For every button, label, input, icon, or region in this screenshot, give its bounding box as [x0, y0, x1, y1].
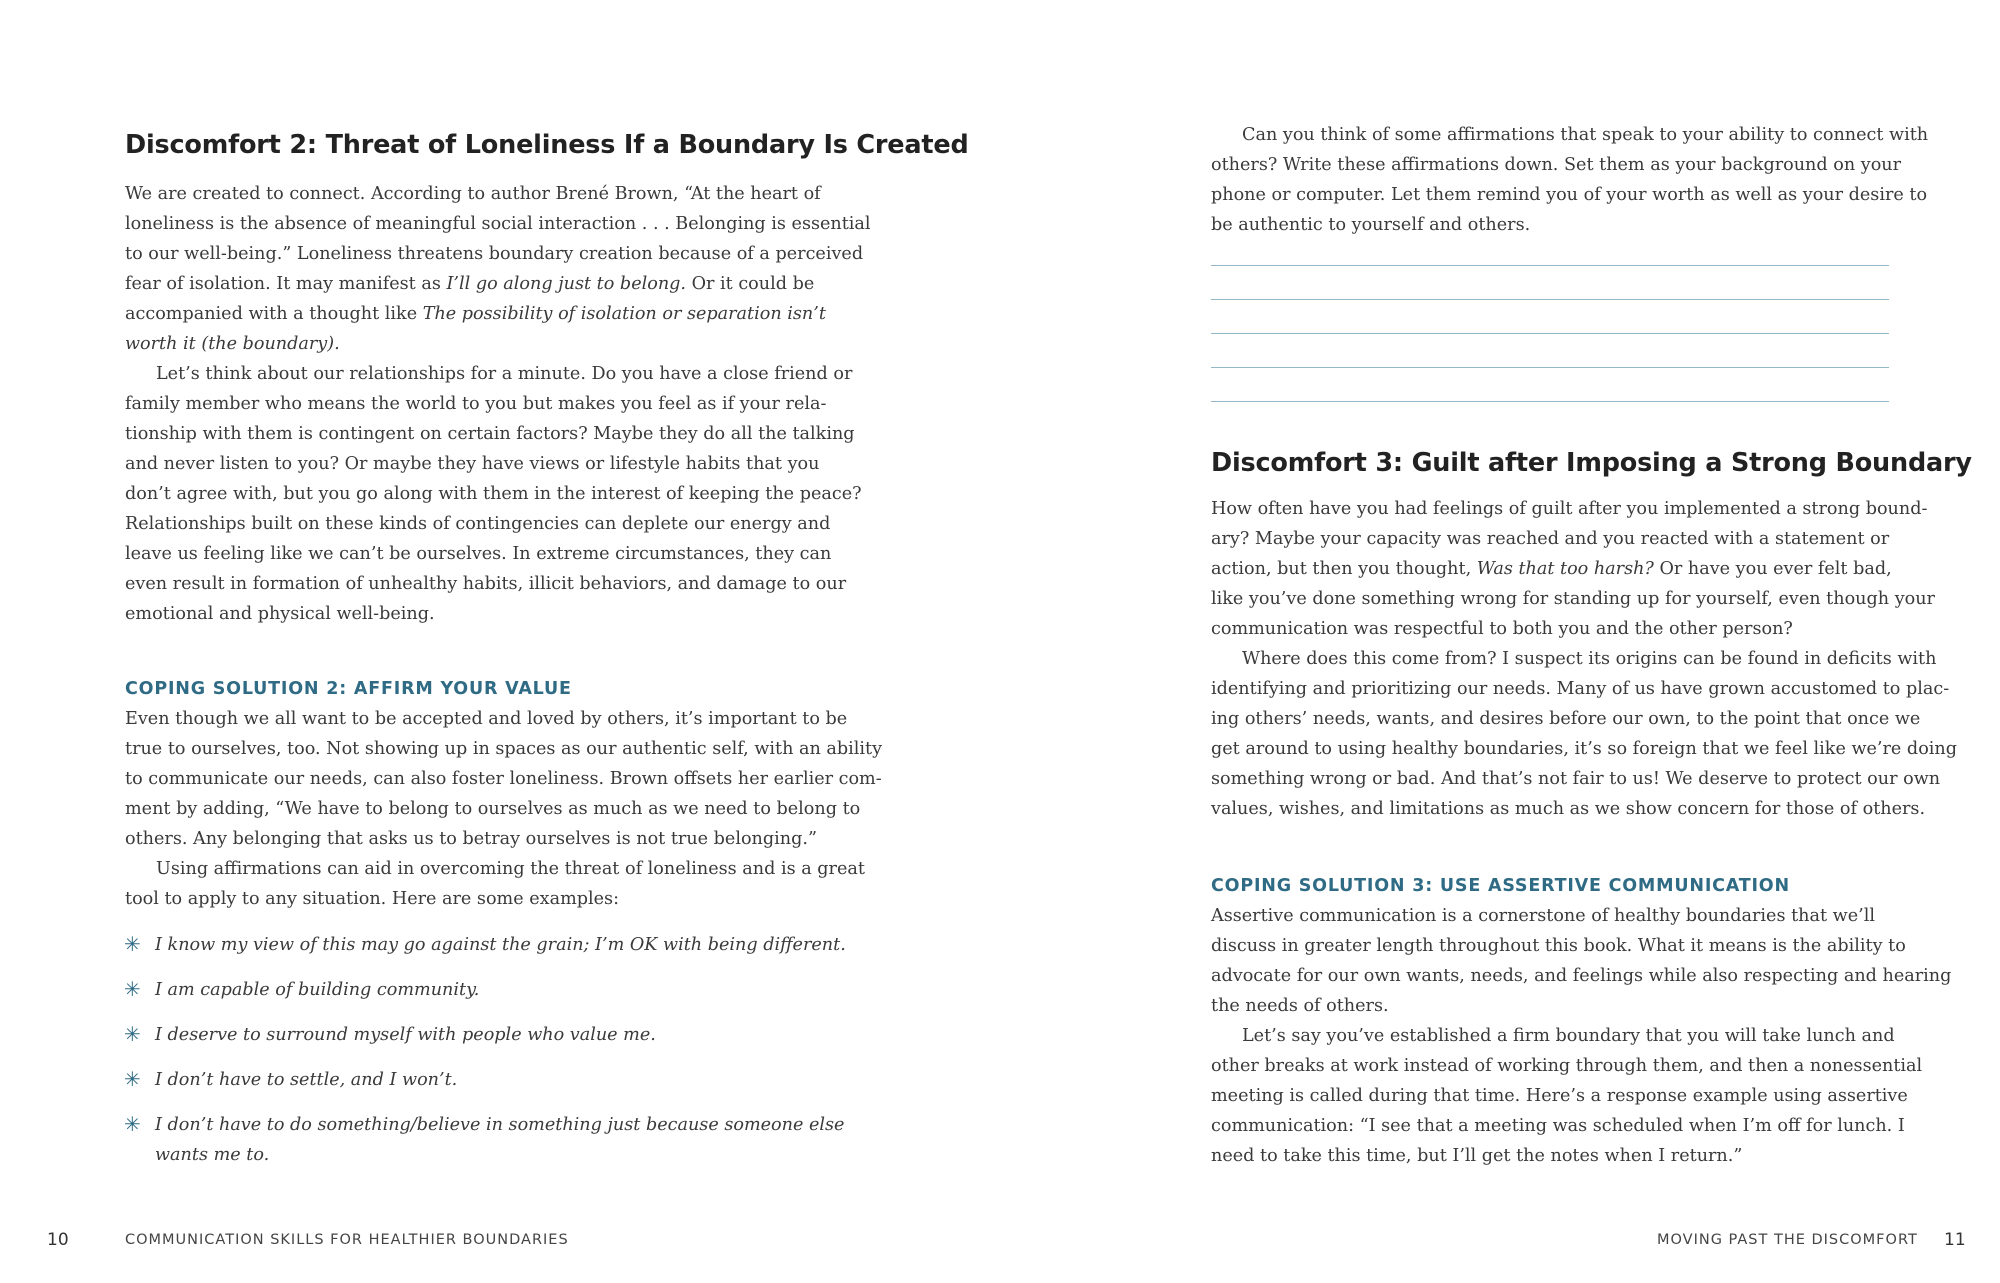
text-line: family member who means the world to you but makes you feel as if your rela- — [125, 394, 827, 414]
text-run: Or have you ever felt bad, — [1653, 559, 1892, 579]
italic-text: The possibility of isolation or separation isn’t — [422, 304, 826, 324]
text-line: leave us feeling like we can’t be ourselves. In extreme circumstances, they can — [125, 544, 832, 564]
text-line: Using affirmations can aid in overcoming the threat of loneliness and is a great — [156, 859, 865, 879]
text-line: Can you think of some affirmations that speak to your ability to connect with — [1242, 125, 1929, 145]
text-line: and never listen to you? Or maybe they have views or lifestyle habits that you — [125, 454, 820, 474]
text-line: to communicate our needs, can also foster loneliness. Brown offsets her earlier com- — [125, 769, 882, 789]
text-run: like you’ve done something wrong for standing up for yourself, even though your — [1211, 589, 1935, 609]
text-line: Even though we all want to be accepted and loved by others, it’s important to be — [125, 709, 848, 729]
page-number: 11 — [1944, 1230, 1966, 1250]
affirmation-item: wants me to. — [155, 1145, 270, 1165]
text-line: something wrong or bad. And that’s not fair to us! We deserve to protect our own — [1211, 769, 1941, 789]
text-run: Or it could be — [686, 274, 815, 294]
affirmation-item: I deserve to surround myself with people who value me. — [155, 1025, 656, 1045]
subheading-coping-solution-2: COPING SOLUTION 2: AFFIRM YOUR VALUE — [125, 679, 572, 699]
bullet-asterisk-icon: ✳ — [124, 932, 141, 956]
writing-line[interactable] — [1211, 265, 1889, 266]
text-run: accompanied with a thought like — [125, 304, 423, 324]
bullet-asterisk-icon: ✳ — [124, 1022, 141, 1046]
text-line: Relationships built on these kinds of contingencies can deplete our energy and — [125, 514, 831, 534]
text-run: to our well-being.” Loneliness threatens boundary creation because of a perceived — [125, 244, 864, 264]
right-page — [1000, 0, 2000, 1283]
text-line — [1211, 554, 1892, 584]
text-line — [125, 299, 826, 329]
text-line — [1211, 524, 1889, 554]
running-head: MOVING PAST THE DISCOMFORT — [1657, 1232, 1918, 1248]
affirmation-item: I know my view of this may go against the grain; I’m OK with being different. — [155, 935, 846, 955]
text-run: loneliness is the absence of meaningful social interaction . . . Belonging is essential — [125, 214, 871, 234]
running-head: COMMUNICATION SKILLS FOR HEALTHIER BOUNDARIES — [125, 1232, 569, 1248]
text-line: get around to using healthy boundaries, it’s so foreign that we feel like we’re doing — [1211, 739, 1958, 759]
page-number: 10 — [47, 1230, 69, 1250]
subheading-coping-solution-3: COPING SOLUTION 3: USE ASSERTIVE COMMUNICATION — [1211, 876, 1790, 896]
writing-line[interactable] — [1211, 401, 1889, 402]
bullet-asterisk-icon: ✳ — [124, 1112, 141, 1136]
text-line: Assertive communication is a cornerstone of healthy boundaries that we’ll — [1211, 906, 1875, 926]
text-line: the needs of others. — [1211, 996, 1389, 1016]
text-line — [125, 329, 340, 359]
heading-discomfort-2: Discomfort 2: Threat of Loneliness If a Boundary Is Created — [125, 130, 969, 160]
bullet-asterisk-icon: ✳ — [124, 977, 141, 1001]
affirmation-item: I don’t have to do something/believe in something just because someone else — [155, 1115, 845, 1135]
affirmation-item: I don’t have to settle, and I won’t. — [155, 1070, 458, 1090]
text-line: tionship with them is contingent on certain factors? Maybe they do all the talking — [125, 424, 855, 444]
text-run: ary? Maybe your capacity was reached and you reacted with a statement or — [1211, 529, 1890, 549]
writing-line[interactable] — [1211, 299, 1889, 300]
writing-line[interactable] — [1211, 367, 1889, 368]
text-line: true to ourselves, too. Not showing up in spaces as our authentic self, with an ability — [125, 739, 883, 759]
text-run: action, but then you thought, — [1211, 559, 1477, 579]
text-run: fear of isolation. It may manifest as — [125, 274, 447, 294]
text-line: identifying and prioritizing our needs. Many of us have grown accustomed to plac- — [1211, 679, 1950, 699]
text-line: need to take this time, but I’ll get the notes when I return.” — [1211, 1146, 1743, 1166]
text-run: We are created to connect. According to author Brené Brown, “At the heart of — [125, 184, 821, 204]
text-run: How often have you had feelings of guilt after you implemented a strong bound- — [1211, 499, 1928, 519]
text-line: values, wishes, and limitations as much as we show concern for those of others. — [1211, 799, 1926, 819]
bullet-asterisk-icon: ✳ — [124, 1067, 141, 1091]
text-line — [125, 239, 863, 269]
italic-text: worth it (the boundary). — [125, 334, 340, 354]
text-line — [1211, 614, 1793, 644]
text-line: others. Any belonging that asks us to betray ourselves is not true belonging.” — [125, 829, 817, 849]
text-line: Let’s think about our relationships for a minute. Do you have a close friend or — [156, 364, 853, 384]
italic-text: Was that too harsh? — [1476, 559, 1654, 579]
text-line: emotional and physical well-being. — [125, 604, 435, 624]
text-line — [125, 269, 814, 299]
text-line: phone or computer. Let them remind you of your worth as well as your desire to — [1211, 185, 1928, 205]
text-line: ing others’ needs, wants, and desires before our own, to the point that once we — [1211, 709, 1921, 729]
writing-line[interactable] — [1211, 333, 1889, 334]
text-line: others? Write these affirmations down. Set them as your background on your — [1211, 155, 1902, 175]
text-line: communication: “I see that a meeting was scheduled when I’m off for lunch. I — [1211, 1116, 1905, 1136]
text-line: advocate for our own wants, needs, and feelings while also respecting and hearing — [1211, 966, 1952, 986]
text-run: communication was respectful to both you and the other person? — [1211, 619, 1793, 639]
text-line: don’t agree with, but you go along with them in the interest of keeping the peace? — [125, 484, 862, 504]
text-line: tool to apply to any situation. Here are some examples: — [125, 889, 620, 909]
text-line — [125, 209, 871, 239]
text-line: be authentic to yourself and others. — [1211, 215, 1531, 235]
text-line — [1211, 584, 1935, 614]
text-line — [1211, 494, 1927, 524]
text-line: discuss in greater length throughout this book. What it means is the ability to — [1211, 936, 1906, 956]
text-line: other breaks at work instead of working through them, and then a nonessential — [1211, 1056, 1923, 1076]
italic-text: I’ll go along just to belong. — [446, 274, 687, 294]
affirmation-item: I am capable of building community. — [155, 980, 480, 1000]
text-line: Let’s say you’ve established a firm boundary that you will take lunch and — [1242, 1026, 1895, 1046]
text-line — [125, 179, 821, 209]
text-line: even result in formation of unhealthy habits, illicit behaviors, and damage to our — [125, 574, 847, 594]
heading-discomfort-3: Discomfort 3: Guilt after Imposing a Strong Boundary — [1211, 448, 1972, 478]
text-line: Where does this come from? I suspect its origins can be found in deficits with — [1242, 649, 1937, 669]
text-line: meeting is called during that time. Here’s a response example using assertive — [1211, 1086, 1908, 1106]
text-line: ment by adding, “We have to belong to ourselves as much as we need to belong to — [125, 799, 861, 819]
